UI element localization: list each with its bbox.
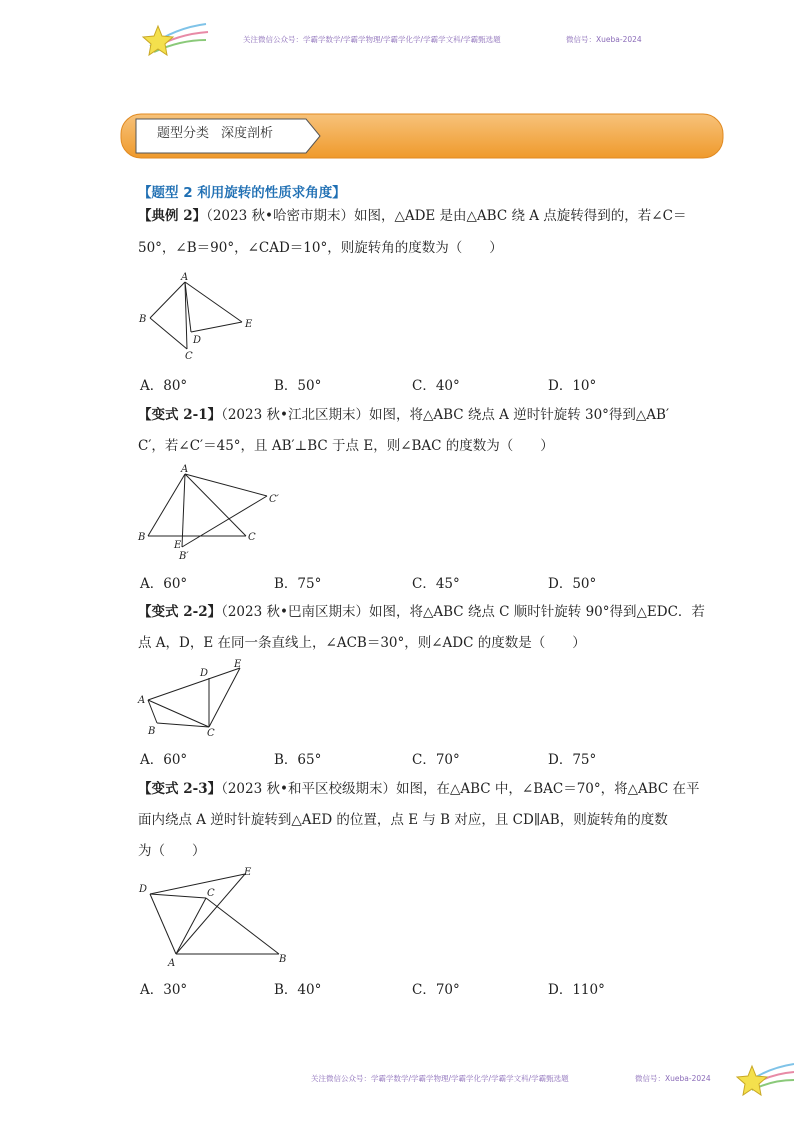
problem-4-line3: 为（ ） bbox=[138, 843, 206, 859]
problem-1-option-a[interactable]: A．80° bbox=[140, 378, 188, 394]
fig4-label-d: D bbox=[139, 884, 148, 895]
problem-2-text1: （2023 秋•江北区期末）如图，将△ABC 绕点 A 逆时针旋转 30°得到△AB′ bbox=[221, 407, 670, 423]
section-title: 【题型 2 利用旋转的性质求角度】 bbox=[138, 185, 346, 201]
banner-right: 深度剖析 bbox=[221, 126, 274, 141]
fig3-label-b: B bbox=[148, 726, 156, 737]
problem-2-line2: C′，若∠C′＝45°，且 AB′⊥BC 于点 E，则∠BAC 的度数为（ ） bbox=[138, 438, 554, 454]
fig2-label-c: C bbox=[248, 532, 256, 543]
problem-3-option-b[interactable]: B．65° bbox=[274, 752, 322, 768]
fig1-label-c: C bbox=[185, 351, 193, 362]
problem-1-option-d[interactable]: D．10° bbox=[548, 378, 597, 394]
problem-1-figure bbox=[134, 270, 264, 362]
problem-3-option-d[interactable]: D．75° bbox=[548, 752, 597, 768]
problem-4-option-d[interactable]: D．110° bbox=[548, 982, 605, 998]
problem-3-line2: 点 A，D，E 在同一条直线上，∠ACB＝30°，则∠ADC 的度数是（ ） bbox=[138, 635, 586, 651]
fig2-label-e: E bbox=[174, 540, 182, 551]
problem-2-option-d[interactable]: D．50° bbox=[548, 576, 597, 592]
fig3-label-d: D bbox=[200, 668, 209, 679]
problem-3-text1: （2023 秋•巴南区期末）如图，将△ABC 绕点 C 顺时针旋转 90°得到△EDC．若 bbox=[221, 604, 705, 620]
fig3-label-c: C bbox=[207, 728, 215, 739]
problem-4-option-c[interactable]: C．70° bbox=[412, 982, 460, 998]
problem-2-option-c[interactable]: C．45° bbox=[412, 576, 460, 592]
problem-4-option-a[interactable]: A．30° bbox=[140, 982, 188, 998]
footer-star-icon bbox=[734, 1060, 794, 1100]
problem-4-line2: 面内绕点 A 逆时针旋转到△AED 的位置，点 E 与 B 对应，且 CD∥AB，则旋转角的度数 bbox=[138, 812, 668, 828]
problem-4-option-b[interactable]: B．40° bbox=[274, 982, 322, 998]
problem-2-option-b[interactable]: B．75° bbox=[274, 576, 322, 592]
problem-3-option-a[interactable]: A．60° bbox=[140, 752, 188, 768]
problem-1-line2: 50°，∠B＝90°，∠CAD＝10°，则旋转角的度数为（ ） bbox=[138, 240, 503, 256]
fig1-label-a: A bbox=[181, 272, 189, 283]
fig3-label-a: A bbox=[138, 695, 146, 706]
banner-left: 题型分类 bbox=[157, 126, 210, 141]
problem-3-line1 bbox=[138, 602, 705, 622]
problem-3-option-c[interactable]: C．70° bbox=[412, 752, 460, 768]
problem-2-option-a[interactable]: A．60° bbox=[140, 576, 188, 592]
fig1-label-e: E bbox=[245, 319, 253, 330]
fig2-label-b-prime: B′ bbox=[179, 551, 189, 562]
fig1-label-b: B bbox=[139, 314, 147, 325]
fig2-label-a: A bbox=[181, 464, 189, 475]
fig3-label-e: E bbox=[234, 659, 242, 670]
footer-wechat: 微信号：Xueba-2024 bbox=[635, 1074, 711, 1083]
fig4-label-c: C bbox=[207, 888, 215, 899]
fig4-label-b: B bbox=[279, 954, 287, 965]
header-wechat: 微信号：Xueba-2024 bbox=[566, 35, 642, 44]
fig4-label-e: E bbox=[244, 867, 252, 878]
footer-text: 关注微信公众号：学霸学数学/学霸学物理/学霸学化学/学霸学文科/学霸甄选题 bbox=[311, 1074, 569, 1083]
problem-1-tag: 【典例 2】 bbox=[138, 208, 207, 224]
problem-4-tag: 【变式 2-3】 bbox=[138, 781, 222, 797]
fig4-label-a: A bbox=[168, 958, 176, 969]
problem-2-tag: 【变式 2-1】 bbox=[138, 407, 222, 423]
fig2-label-b: B bbox=[138, 532, 146, 543]
problem-4-figure bbox=[134, 866, 294, 970]
problem-2-line1 bbox=[138, 405, 669, 425]
problem-3-tag: 【变式 2-2】 bbox=[138, 604, 222, 620]
star-logo-icon bbox=[140, 18, 210, 58]
problem-4-text1: （2023 秋•和平区校级期末）如图，在△ABC 中，∠BAC＝70°，将△ABC 在平 bbox=[221, 781, 700, 797]
problem-1-text1: （2023 秋•哈密市期末）如图，△ADE 是由△ABC 绕 A 点旋转得到的，若∠C＝ bbox=[206, 208, 687, 224]
problem-3-figure bbox=[134, 658, 254, 740]
problem-1-option-b[interactable]: B．50° bbox=[274, 378, 322, 394]
problem-2-figure bbox=[134, 460, 294, 564]
banner-label bbox=[157, 122, 285, 141]
header-text: 关注微信公众号：学霸学数学/学霸学物理/学霸学化学/学霸学文科/学霸甄选题 bbox=[243, 35, 501, 44]
problem-1-line1 bbox=[138, 206, 686, 226]
problem-1-option-c[interactable]: C．40° bbox=[412, 378, 460, 394]
problem-4-line1 bbox=[138, 779, 700, 799]
fig2-label-c-prime: C′ bbox=[269, 494, 279, 505]
fig1-label-d: D bbox=[193, 335, 202, 346]
